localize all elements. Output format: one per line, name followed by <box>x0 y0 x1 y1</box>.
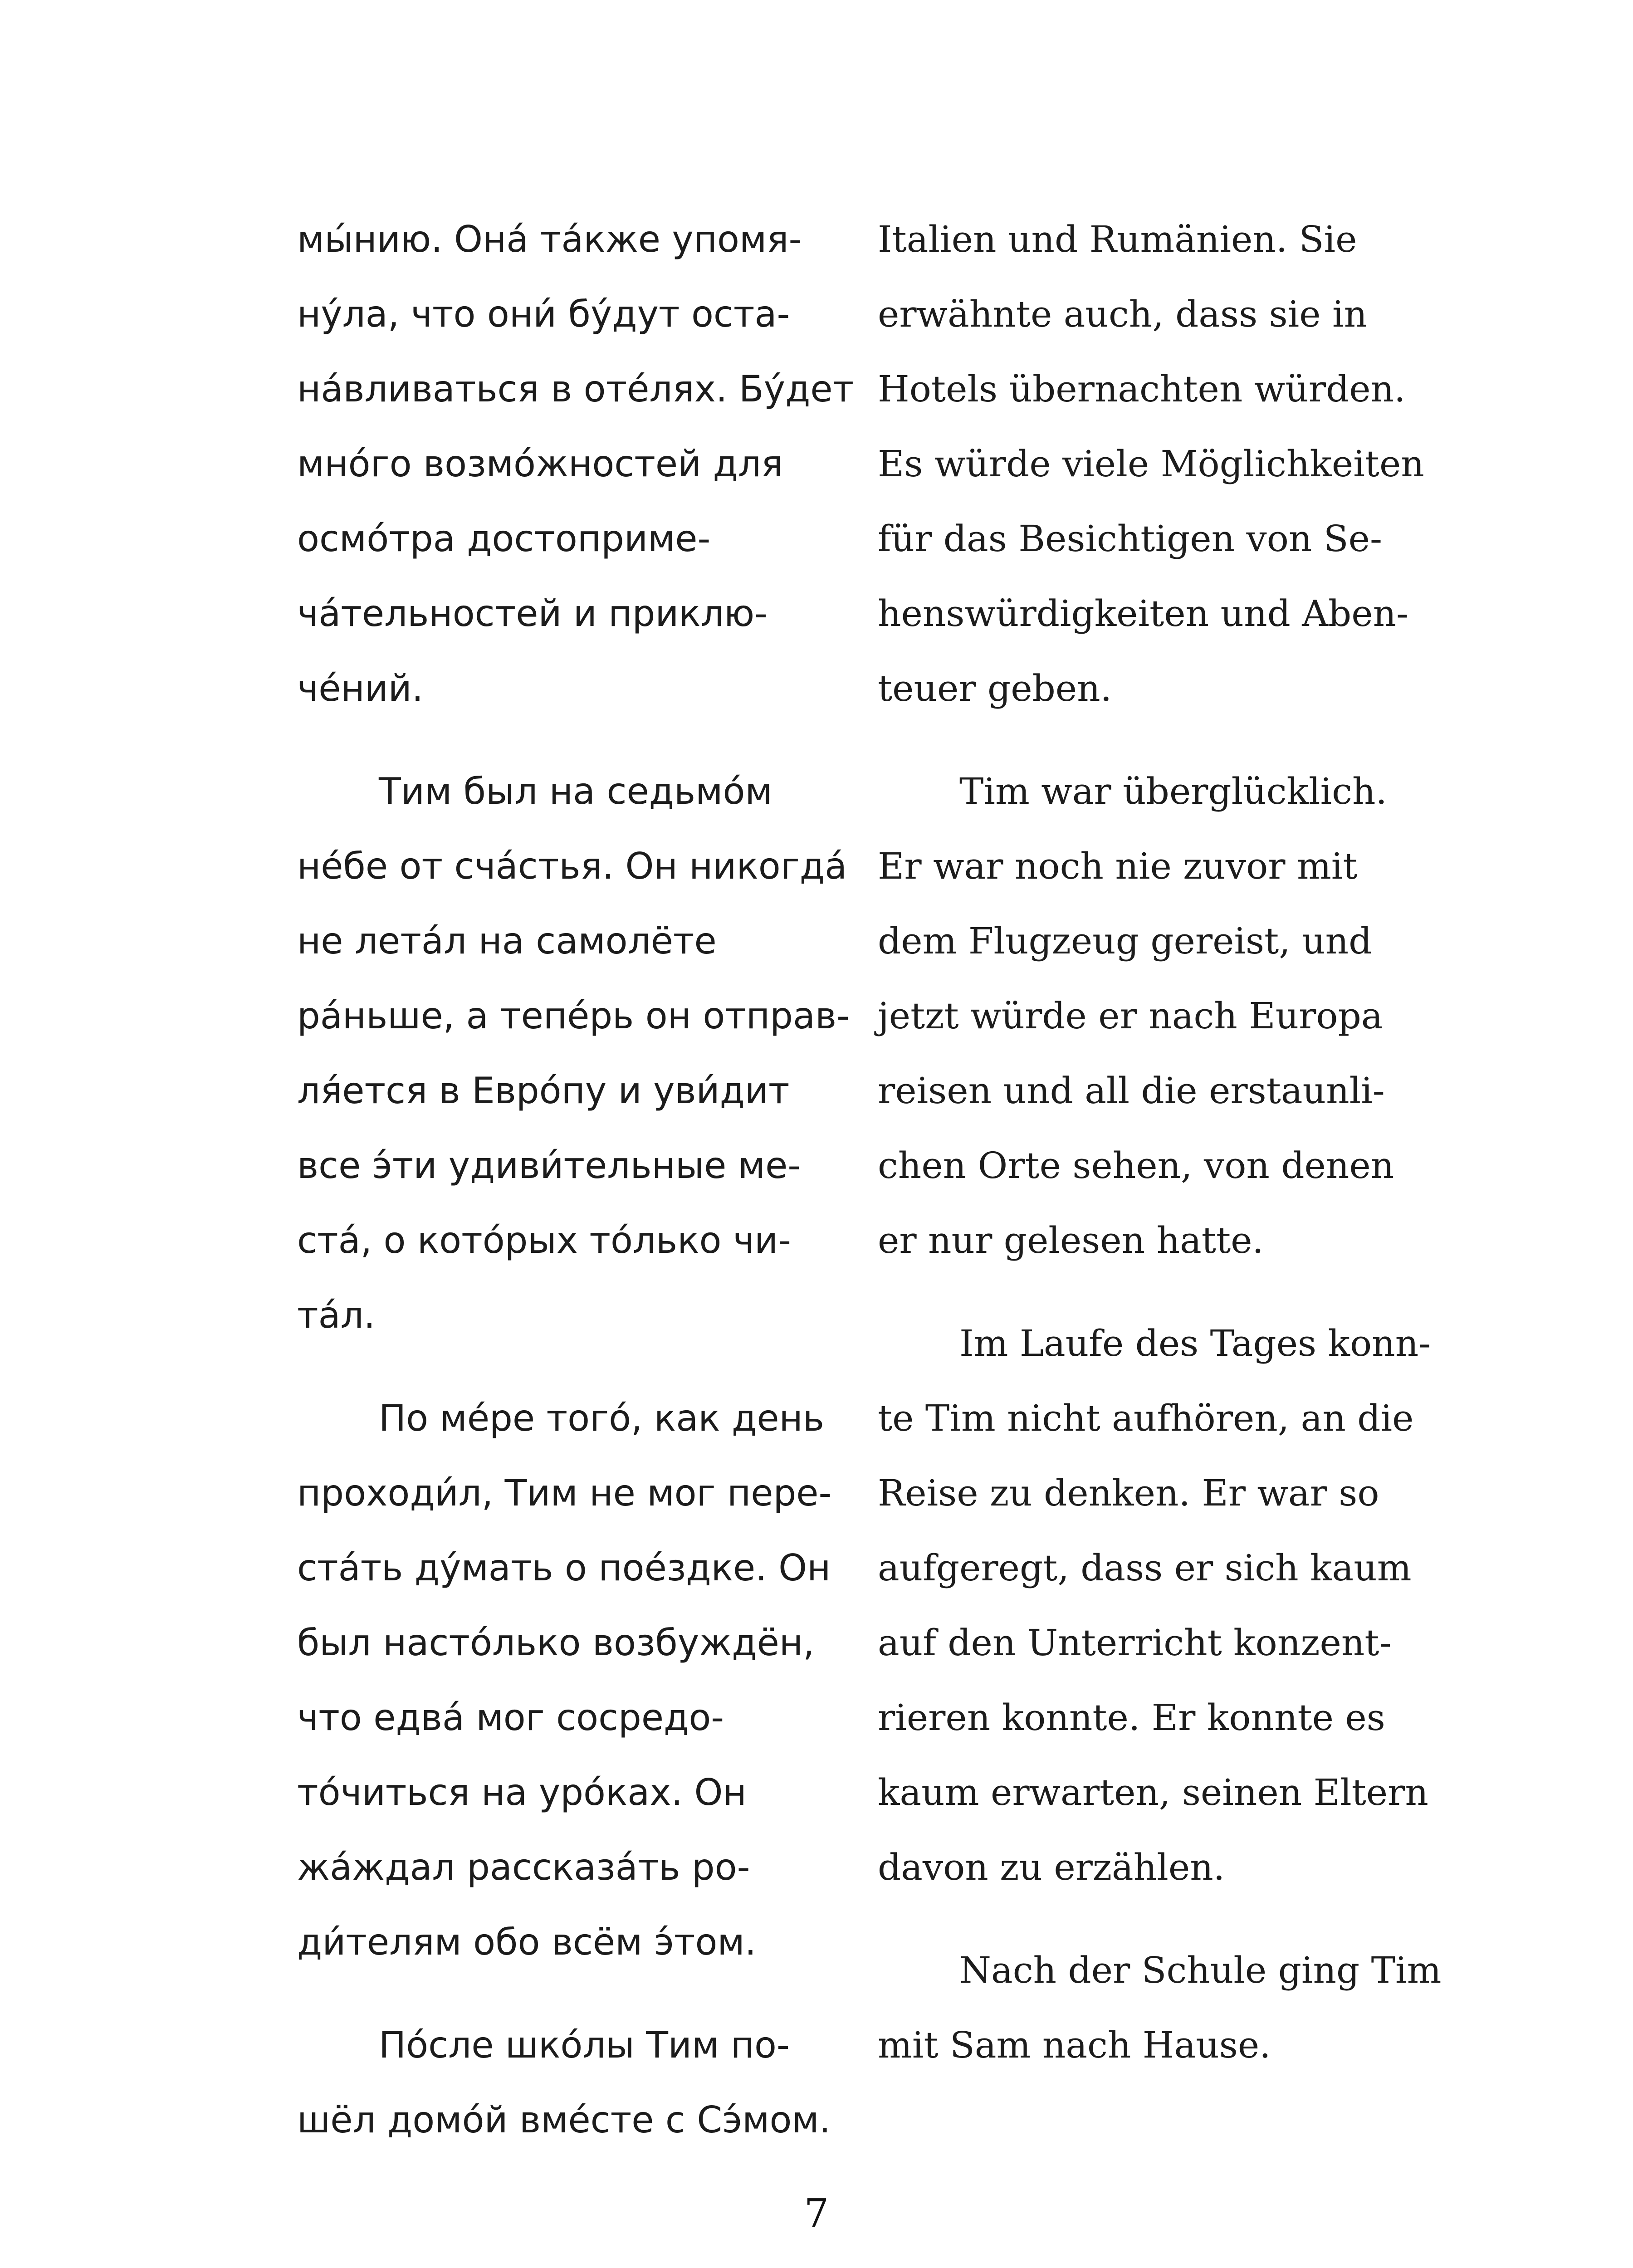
text-line: ну́ла, что они́ бу́дут оста- <box>297 293 790 335</box>
text-line: Тим был на седьмо́м <box>379 770 772 812</box>
text-line: не́бе от сча́стья. Он никогда́ <box>297 845 847 887</box>
paragraph-de-1 <box>878 202 1449 726</box>
text-line: Reise zu denken. Er war so <box>878 1472 1379 1514</box>
text-line: Hotels übernachten würden. <box>878 368 1406 410</box>
text-line: kaum erwarten, seinen Eltern <box>878 1771 1428 1813</box>
text-line: то́читься на уро́ках. Он <box>297 1771 747 1813</box>
text-line: мы́нию. Она́ та́кже упомя- <box>297 218 802 260</box>
paragraph-spacer <box>297 726 860 754</box>
text-line: rieren konnte. Er konnte es <box>878 1696 1385 1739</box>
text-line: henswürdigkeiten und Aben- <box>878 592 1409 635</box>
paragraph-de-3 <box>878 1306 1449 1905</box>
text-line: По́сле шко́лы Тим по- <box>379 2024 790 2066</box>
text-line: chen Orte sehen, von denen <box>878 1144 1394 1187</box>
text-line: er nur gelesen hatte. <box>878 1219 1264 1261</box>
text-line: ста́, о кото́рых то́лько чи- <box>297 1219 792 1261</box>
paragraph-de-4 <box>878 1933 1449 2082</box>
text-line: шёл домо́й вме́сте с Сэ́мом. <box>297 2099 831 2141</box>
text-line: Tim war überglücklich. <box>959 770 1387 812</box>
text-line: reisen und all die erstaunli- <box>878 1070 1385 1112</box>
text-line: жа́ждал рассказа́ть ро- <box>297 1846 750 1888</box>
text-line: что едва́ мог сосредо- <box>297 1696 724 1739</box>
text-line: aufgeregt, dass er sich kaum <box>878 1547 1412 1589</box>
text-line: davon zu erzählen. <box>878 1846 1225 1888</box>
text-line: mit Sam nach Hause. <box>878 2024 1271 2066</box>
text-line: dem Flugzeug gereist, und <box>878 920 1372 962</box>
text-line: Im Laufe des Tages konn- <box>959 1322 1431 1364</box>
text-line: По ме́ре того́, как день <box>379 1397 824 1439</box>
bat-icon <box>771 2266 953 2268</box>
text-line: та́л. <box>297 1294 376 1336</box>
paragraph-ru-1 <box>297 202 860 726</box>
paragraph-spacer <box>297 1980 860 2008</box>
text-line: für das Besichtigen von Se- <box>878 518 1383 560</box>
german-column <box>878 202 1449 2082</box>
text-line: все э́ти удиви́тельные ме- <box>297 1144 801 1187</box>
text-line: мно́го возмо́жностей для <box>297 443 783 485</box>
text-line: ра́ньше, а тепе́рь он отправ- <box>297 995 850 1037</box>
paragraph-spacer <box>878 726 1449 754</box>
paragraph-spacer <box>297 1353 860 1381</box>
text-line: Er war noch nie zuvor mit <box>878 845 1358 887</box>
paragraph-ru-3 <box>297 1381 860 1980</box>
text-line: ди́телям обо всём э́том. <box>297 1921 757 1963</box>
text-line: te Tim nicht aufhören, an die <box>878 1397 1414 1439</box>
text-line: не лета́л на самолёте <box>297 920 717 962</box>
page-number: 7 <box>804 2191 829 2236</box>
text-line: Es würde viele Möglichkeiten <box>878 443 1424 485</box>
text-line: jetzt würde er nach Europa <box>878 995 1383 1037</box>
russian-column <box>297 202 860 2157</box>
text-line: Italien und Rumänien. Sie <box>878 218 1357 260</box>
text-line: проходи́л, Тим не мог пере- <box>297 1472 832 1514</box>
paragraph-spacer <box>878 1278 1449 1306</box>
paragraph-ru-4 <box>297 2008 860 2157</box>
text-line: был насто́лько возбуждён, <box>297 1622 815 1664</box>
text-line: ча́тельностей и приклю- <box>297 592 768 635</box>
paragraph-ru-2 <box>297 754 860 1353</box>
text-line: Nach der Schule ging Tim <box>959 1949 1442 1991</box>
paragraph-spacer <box>878 1905 1449 1933</box>
text-line: осмо́тра достоприме- <box>297 518 711 560</box>
text-line: erwähnte auch, dass sie in <box>878 293 1368 335</box>
text-line: auf den Unterricht konzent- <box>878 1622 1392 1664</box>
text-line: teuer geben. <box>878 667 1112 709</box>
text-line: ста́ть ду́мать о поéздке. Он <box>297 1547 831 1589</box>
paragraph-de-2 <box>878 754 1449 1278</box>
text-line: ля́ется в Евро́пу и уви́дит <box>297 1070 790 1112</box>
text-line: че́ний. <box>297 667 424 709</box>
text-line: на́вливаться в оте́лях. Бу́дет <box>297 368 854 410</box>
